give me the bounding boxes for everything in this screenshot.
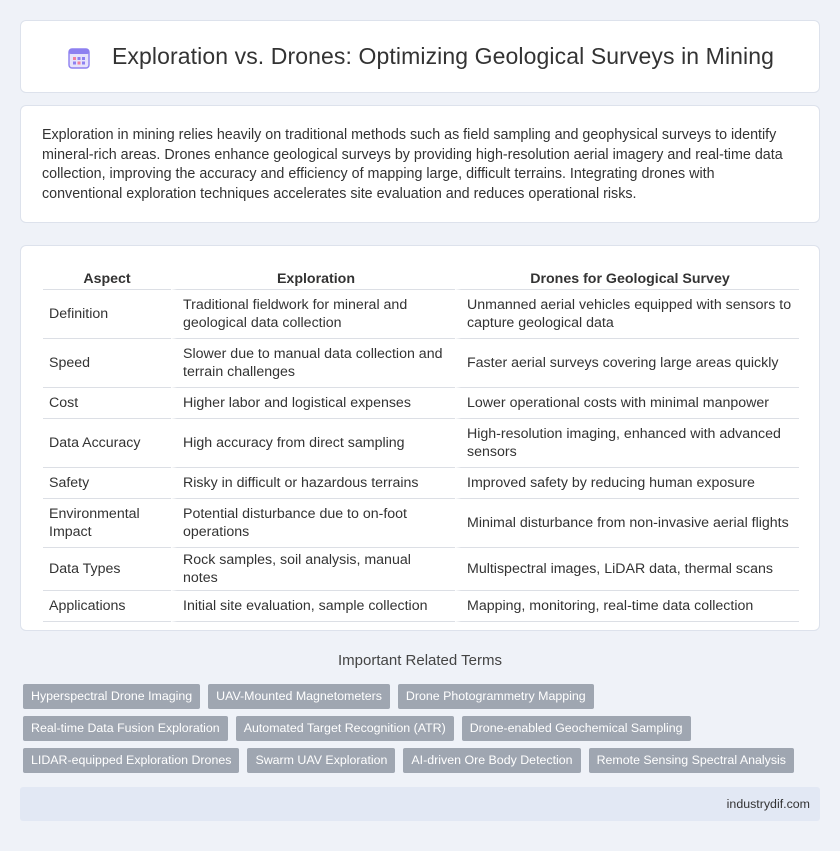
related-term-tag[interactable]: Drone-enabled Geochemical Sampling	[462, 716, 691, 741]
table-row	[43, 499, 799, 548]
related-term-tag[interactable]: LIDAR-equipped Exploration Drones	[23, 748, 239, 773]
row-exploration: Potential disturbance due to on-foot operations	[171, 499, 455, 548]
page-title: Exploration vs. Drones: Optimizing Geological Surveys in Mining	[111, 43, 775, 69]
title-card	[20, 20, 820, 93]
footer	[20, 787, 820, 821]
related-term-tag[interactable]: AI-driven Ore Body Detection	[403, 748, 580, 773]
row-aspect: Applications	[43, 591, 171, 622]
table-row	[43, 339, 799, 388]
intro-paragraph: Exploration in mining relies heavily on traditional methods such as field sampling and geophysical surveys to identify mineral-rich areas. Drones enhance geological surveys by providing high-resolution aerial imagery and real-time data collection, improving the accuracy and efficiency of mapping large, difficult terrains. Integrating drones with conventional exploration techniques accelerates site evaluation and reduces operational risks.	[42, 127, 783, 202]
row-drones: Faster aerial surveys covering large areas quickly	[455, 339, 799, 388]
row-exploration: Rock samples, soil analysis, manual notes	[171, 548, 455, 591]
comparison-table	[43, 266, 799, 622]
related-term-tag[interactable]: Real-time Data Fusion Exploration	[23, 716, 228, 741]
intro-card	[20, 105, 820, 223]
row-exploration: Higher labor and logistical expenses	[171, 388, 455, 419]
related-term-tag[interactable]: Automated Target Recognition (ATR)	[236, 716, 454, 741]
table-header-row	[43, 266, 799, 290]
row-exploration: Slower due to manual data collection and terrain challenges	[171, 339, 455, 388]
table-row	[43, 419, 799, 468]
header-exploration: Exploration	[171, 266, 455, 290]
header-aspect: Aspect	[43, 266, 171, 290]
row-exploration: Initial site evaluation, sample collection	[171, 591, 455, 622]
row-drones: Unmanned aerial vehicles equipped with sensors to capture geological data	[455, 290, 799, 339]
calendar-grid-icon	[66, 45, 92, 71]
row-exploration: Traditional fieldwork for mineral and geological data collection	[171, 290, 455, 339]
row-aspect: Definition	[43, 290, 171, 339]
row-drones: Improved safety by reducing human exposure	[455, 468, 799, 499]
row-exploration: Risky in difficult or hazardous terrains	[171, 468, 455, 499]
row-aspect: Cost	[43, 388, 171, 419]
table-row	[43, 290, 799, 339]
table-row	[43, 468, 799, 499]
row-drones: Mapping, monitoring, real-time data collection	[455, 591, 799, 622]
related-term-tag[interactable]: Remote Sensing Spectral Analysis	[589, 748, 794, 773]
footer-source[interactable]: industrydif.com	[726, 797, 810, 811]
table-row	[43, 388, 799, 419]
related-terms-list	[23, 684, 813, 780]
table-row	[43, 591, 799, 622]
row-drones: High-resolution imaging, enhanced with advanced sensors	[455, 419, 799, 468]
table-row	[43, 548, 799, 591]
row-drones: Multispectral images, LiDAR data, thermal scans	[455, 548, 799, 591]
related-term-tag[interactable]: Swarm UAV Exploration	[247, 748, 395, 773]
row-aspect: Speed	[43, 339, 171, 388]
related-term-tag[interactable]: UAV-Mounted Magnetometers	[208, 684, 390, 709]
row-drones: Lower operational costs with minimal manpower	[455, 388, 799, 419]
row-aspect: Environmental Impact	[43, 499, 171, 548]
related-term-tag[interactable]: Hyperspectral Drone Imaging	[23, 684, 200, 709]
row-aspect: Data Types	[43, 548, 171, 591]
comparison-card	[20, 245, 820, 631]
row-drones: Minimal disturbance from non-invasive aerial flights	[455, 499, 799, 548]
row-aspect: Safety	[43, 468, 171, 499]
row-aspect: Data Accuracy	[43, 419, 171, 468]
row-exploration: High accuracy from direct sampling	[171, 419, 455, 468]
related-term-tag[interactable]: Drone Photogrammetry Mapping	[398, 684, 594, 709]
related-terms-heading: Important Related Terms	[338, 652, 502, 669]
header-drones: Drones for Geological Survey	[455, 266, 799, 290]
